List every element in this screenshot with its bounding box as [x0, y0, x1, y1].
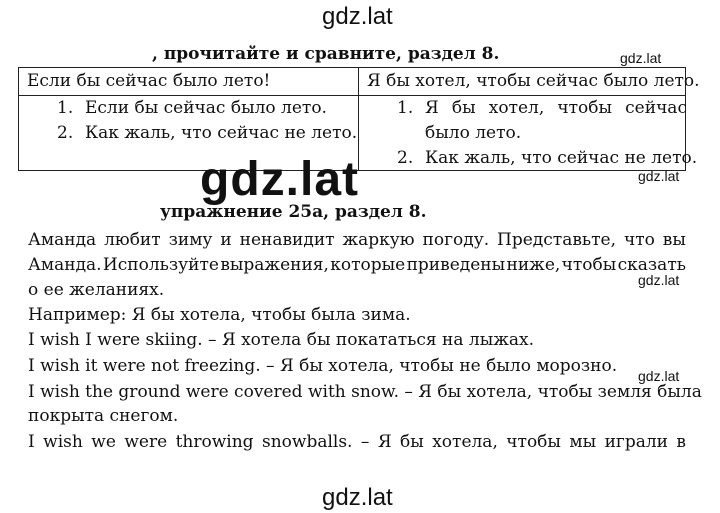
word: бы	[400, 432, 424, 452]
word: snowballs.	[261, 432, 353, 452]
word: Аманда	[28, 230, 97, 250]
word: Я	[377, 432, 392, 452]
paragraph-line: покрыта снегом.	[28, 406, 179, 426]
watermark-bottom: gdz.lat	[322, 484, 393, 511]
word: в	[676, 432, 686, 452]
paragraph-line	[28, 255, 686, 275]
paragraph-line: о ее желаниях.	[28, 280, 165, 300]
word: хотел,	[488, 98, 545, 118]
paragraph-line: I wish it were not freezing. – Я бы хотела, чтобы не было морозно.	[28, 356, 618, 376]
word: Я	[425, 98, 439, 118]
word: we	[91, 432, 116, 452]
word: приведены	[406, 255, 506, 275]
word: wish	[43, 432, 83, 452]
paragraph-line: I wish the ground were covered with snow. – Я бы хотела, чтобы земля была	[28, 382, 702, 402]
watermark-small: gdz.lat	[620, 50, 662, 66]
watermark-top: gdz.lat	[322, 3, 393, 30]
word: что	[623, 230, 655, 250]
word: играли	[604, 432, 668, 452]
word: сказать	[617, 255, 686, 275]
word: чтобы	[561, 255, 617, 275]
paragraph-line	[28, 230, 686, 250]
watermark-small: gdz.lat	[638, 272, 680, 288]
section-heading: упражнение 25а, раздел 8.	[160, 202, 427, 222]
list-item: Как жаль, что сейчас не лето.	[85, 123, 358, 143]
word: зиму	[168, 230, 213, 250]
list-item-number: 2.	[57, 123, 74, 143]
section-heading: , прочитайте и сравните, раздел 8.	[152, 44, 500, 64]
word: –	[360, 432, 370, 452]
word: Представьте,	[497, 230, 617, 250]
paragraph-line	[28, 432, 686, 452]
word: мы	[569, 432, 597, 452]
list-item-number: 1.	[397, 98, 414, 118]
word: Используйте	[102, 255, 219, 275]
word: throwing	[175, 432, 254, 452]
word: любит	[104, 230, 161, 250]
word: сейчас	[625, 98, 687, 118]
word: погоду.	[422, 230, 490, 250]
word: и	[220, 230, 232, 250]
word: were	[124, 432, 168, 452]
table-header-right: Я бы хотел, чтобы сейчас было лето.	[367, 71, 700, 91]
list-item-number: 2.	[397, 148, 414, 168]
watermark-big: gdz.lat	[200, 153, 359, 206]
word: которые	[330, 255, 406, 275]
list-item: Если бы сейчас было лето.	[85, 98, 327, 118]
paragraph-line: I wish I were skiing. – Я хотела бы покататься на лыжах.	[28, 330, 535, 350]
word: чтобы	[506, 432, 561, 452]
watermark-small: gdz.lat	[638, 168, 680, 184]
word: хотела,	[432, 432, 498, 452]
paragraph-line: Например: Я бы хотела, чтобы была зима.	[28, 305, 411, 325]
table-header-divider	[19, 95, 685, 96]
word: I	[28, 432, 35, 452]
list-item	[425, 98, 687, 118]
table-header-left: Если бы сейчас было лето!	[27, 71, 271, 91]
list-item-number: 1.	[57, 98, 74, 118]
word: ниже,	[506, 255, 561, 275]
word: жаркую	[342, 230, 415, 250]
word: чтобы	[557, 98, 613, 118]
list-item-continuation: было лето.	[425, 123, 522, 143]
list-item: Как жаль, что сейчас не лето.	[425, 148, 698, 168]
word: бы	[451, 98, 476, 118]
word: выражения,	[220, 255, 329, 275]
word: Аманда.	[28, 255, 102, 275]
watermark-small: gdz.lat	[638, 368, 680, 384]
word: вы	[662, 230, 686, 250]
word: ненавидит	[239, 230, 335, 250]
